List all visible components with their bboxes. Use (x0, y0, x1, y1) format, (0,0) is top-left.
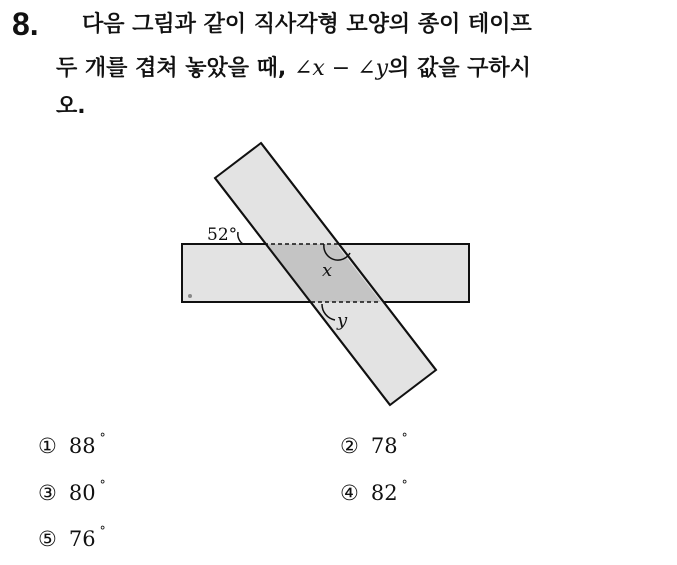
option-5[interactable] (38, 526, 106, 552)
angle-symbol-y: ∠ (357, 56, 376, 81)
option-1[interactable] (38, 433, 106, 459)
angle-arc-52 (238, 232, 243, 244)
question-text-line-3: 오. (56, 94, 86, 119)
option-3[interactable] (38, 480, 106, 506)
variable-x: x (312, 56, 325, 81)
corner-mark (188, 294, 192, 298)
option-1-unit: ° (99, 431, 106, 445)
option-4-value: 82 (370, 481, 398, 505)
minus-sign: − (331, 56, 351, 81)
option-1-value: 88 (68, 434, 96, 458)
option-2-mark: ② (340, 434, 359, 458)
question-number: 8. (12, 6, 39, 42)
angle-symbol-x: ∠ (293, 56, 313, 81)
option-3-unit: ° (99, 478, 106, 492)
label-y: y (337, 310, 348, 331)
option-5-mark: ⑤ (38, 527, 57, 551)
label-x: x (322, 260, 333, 281)
option-4-unit: ° (401, 478, 408, 492)
option-4[interactable] (340, 480, 408, 506)
option-3-mark: ③ (38, 481, 57, 505)
question-text-line-1: 다음 그림과 같이 직사각형 모양의 종이 테이프 (82, 12, 532, 37)
option-1-mark: ① (38, 434, 57, 458)
option-3-value: 80 (68, 481, 96, 505)
option-2-value: 78 (370, 434, 398, 458)
option-5-unit: ° (99, 524, 106, 538)
option-5-value: 76 (68, 527, 96, 551)
option-2[interactable] (340, 433, 408, 459)
question-text-line-2-end: 의 값을 구하시 (388, 56, 531, 81)
option-4-mark: ④ (340, 481, 359, 505)
variable-y: y (375, 56, 389, 81)
option-2-unit: ° (401, 431, 408, 445)
label-52-degrees: 52° (207, 225, 238, 245)
question-text-line-2-start: 두 개를 겹쳐 놓았을 때, (56, 56, 294, 81)
